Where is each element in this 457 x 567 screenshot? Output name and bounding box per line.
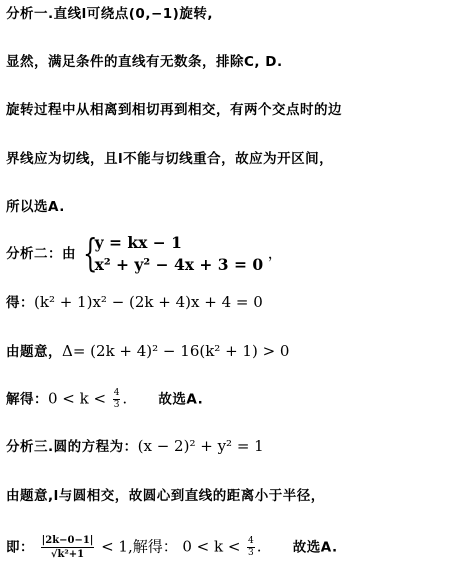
analysis-3-fraction bbox=[247, 536, 255, 559]
solve-inequality: 0 < k < bbox=[48, 389, 107, 408]
distance-fraction bbox=[41, 534, 95, 561]
analysis-3-solve-inequality: 0 < k < bbox=[182, 537, 241, 556]
analysis-3-label: 分析三.圆的方程为： bbox=[6, 439, 138, 455]
analysis-3-circle-line bbox=[6, 436, 455, 457]
analysis-2-derived-line bbox=[6, 292, 455, 313]
analysis-2-system-line bbox=[6, 232, 455, 278]
fraction-denominator: 3 bbox=[113, 400, 120, 410]
analysis-3-fraction-numerator: 4 bbox=[248, 536, 254, 546]
system-tail: ， bbox=[267, 244, 283, 262]
distance-denominator: √k²+1 bbox=[50, 549, 85, 560]
analysis-1-line-5: 所以选A. bbox=[6, 199, 65, 215]
circle-equation: (x − 2)² + y² = 1 bbox=[137, 437, 264, 455]
analysis-1-line-1: 分析一.直线l可绕点(0,−1)旋转, bbox=[6, 6, 213, 22]
analysis-2-choice: 故选A. bbox=[158, 391, 204, 408]
analysis-1-line-2: 显然，满足条件的直线有无数条，排除C, D. bbox=[6, 54, 283, 70]
discriminant-condition: Δ= (2k + 4)² − 16(k² + 1) > 0 bbox=[62, 342, 290, 360]
distance-numerator: |2k−0−1| bbox=[41, 535, 94, 546]
analysis-1-line-3: 旋转过程中从相离到相切再到相交，有两个交点时的边 bbox=[6, 102, 342, 118]
analysis-2-label: 分析二：由 bbox=[6, 246, 76, 262]
analysis-3-text: 由题意,l与圆相交，故圆心到直线的距离小于半径， bbox=[6, 488, 325, 504]
analysis-2-condition-line bbox=[6, 341, 455, 362]
solve-tail: . bbox=[122, 389, 128, 408]
derived-label: 得： bbox=[6, 295, 34, 311]
fraction-four-thirds bbox=[113, 388, 121, 411]
distance-inequality: < 1,解得： bbox=[101, 537, 178, 556]
equation-system bbox=[83, 232, 264, 276]
solve-label: 解得： bbox=[6, 391, 48, 408]
system-equation-2: x² + y² − 4x + 3 = 0 bbox=[94, 255, 264, 274]
distance-prefix: 即： bbox=[6, 539, 34, 556]
analysis-3-fraction-denominator: 3 bbox=[248, 548, 254, 558]
condition-label: 由题意， bbox=[6, 344, 62, 360]
analysis-1-line-4: 界线应为切线，且l不能与切线重合，故应为开区间， bbox=[6, 151, 334, 167]
derived-equation: (k² + 1)x² − (2k + 4)x + 4 = 0 bbox=[34, 293, 263, 311]
analysis-3-choice: 故选A. bbox=[292, 539, 338, 556]
analysis-3-distance-line bbox=[6, 534, 455, 561]
analysis-2-solve-line bbox=[6, 388, 455, 411]
system-equation-1: y = kx − 1 bbox=[94, 233, 182, 252]
fraction-numerator: 4 bbox=[113, 388, 120, 398]
analysis-3-solve-tail: . bbox=[256, 537, 262, 556]
system-brace: { bbox=[82, 231, 98, 275]
